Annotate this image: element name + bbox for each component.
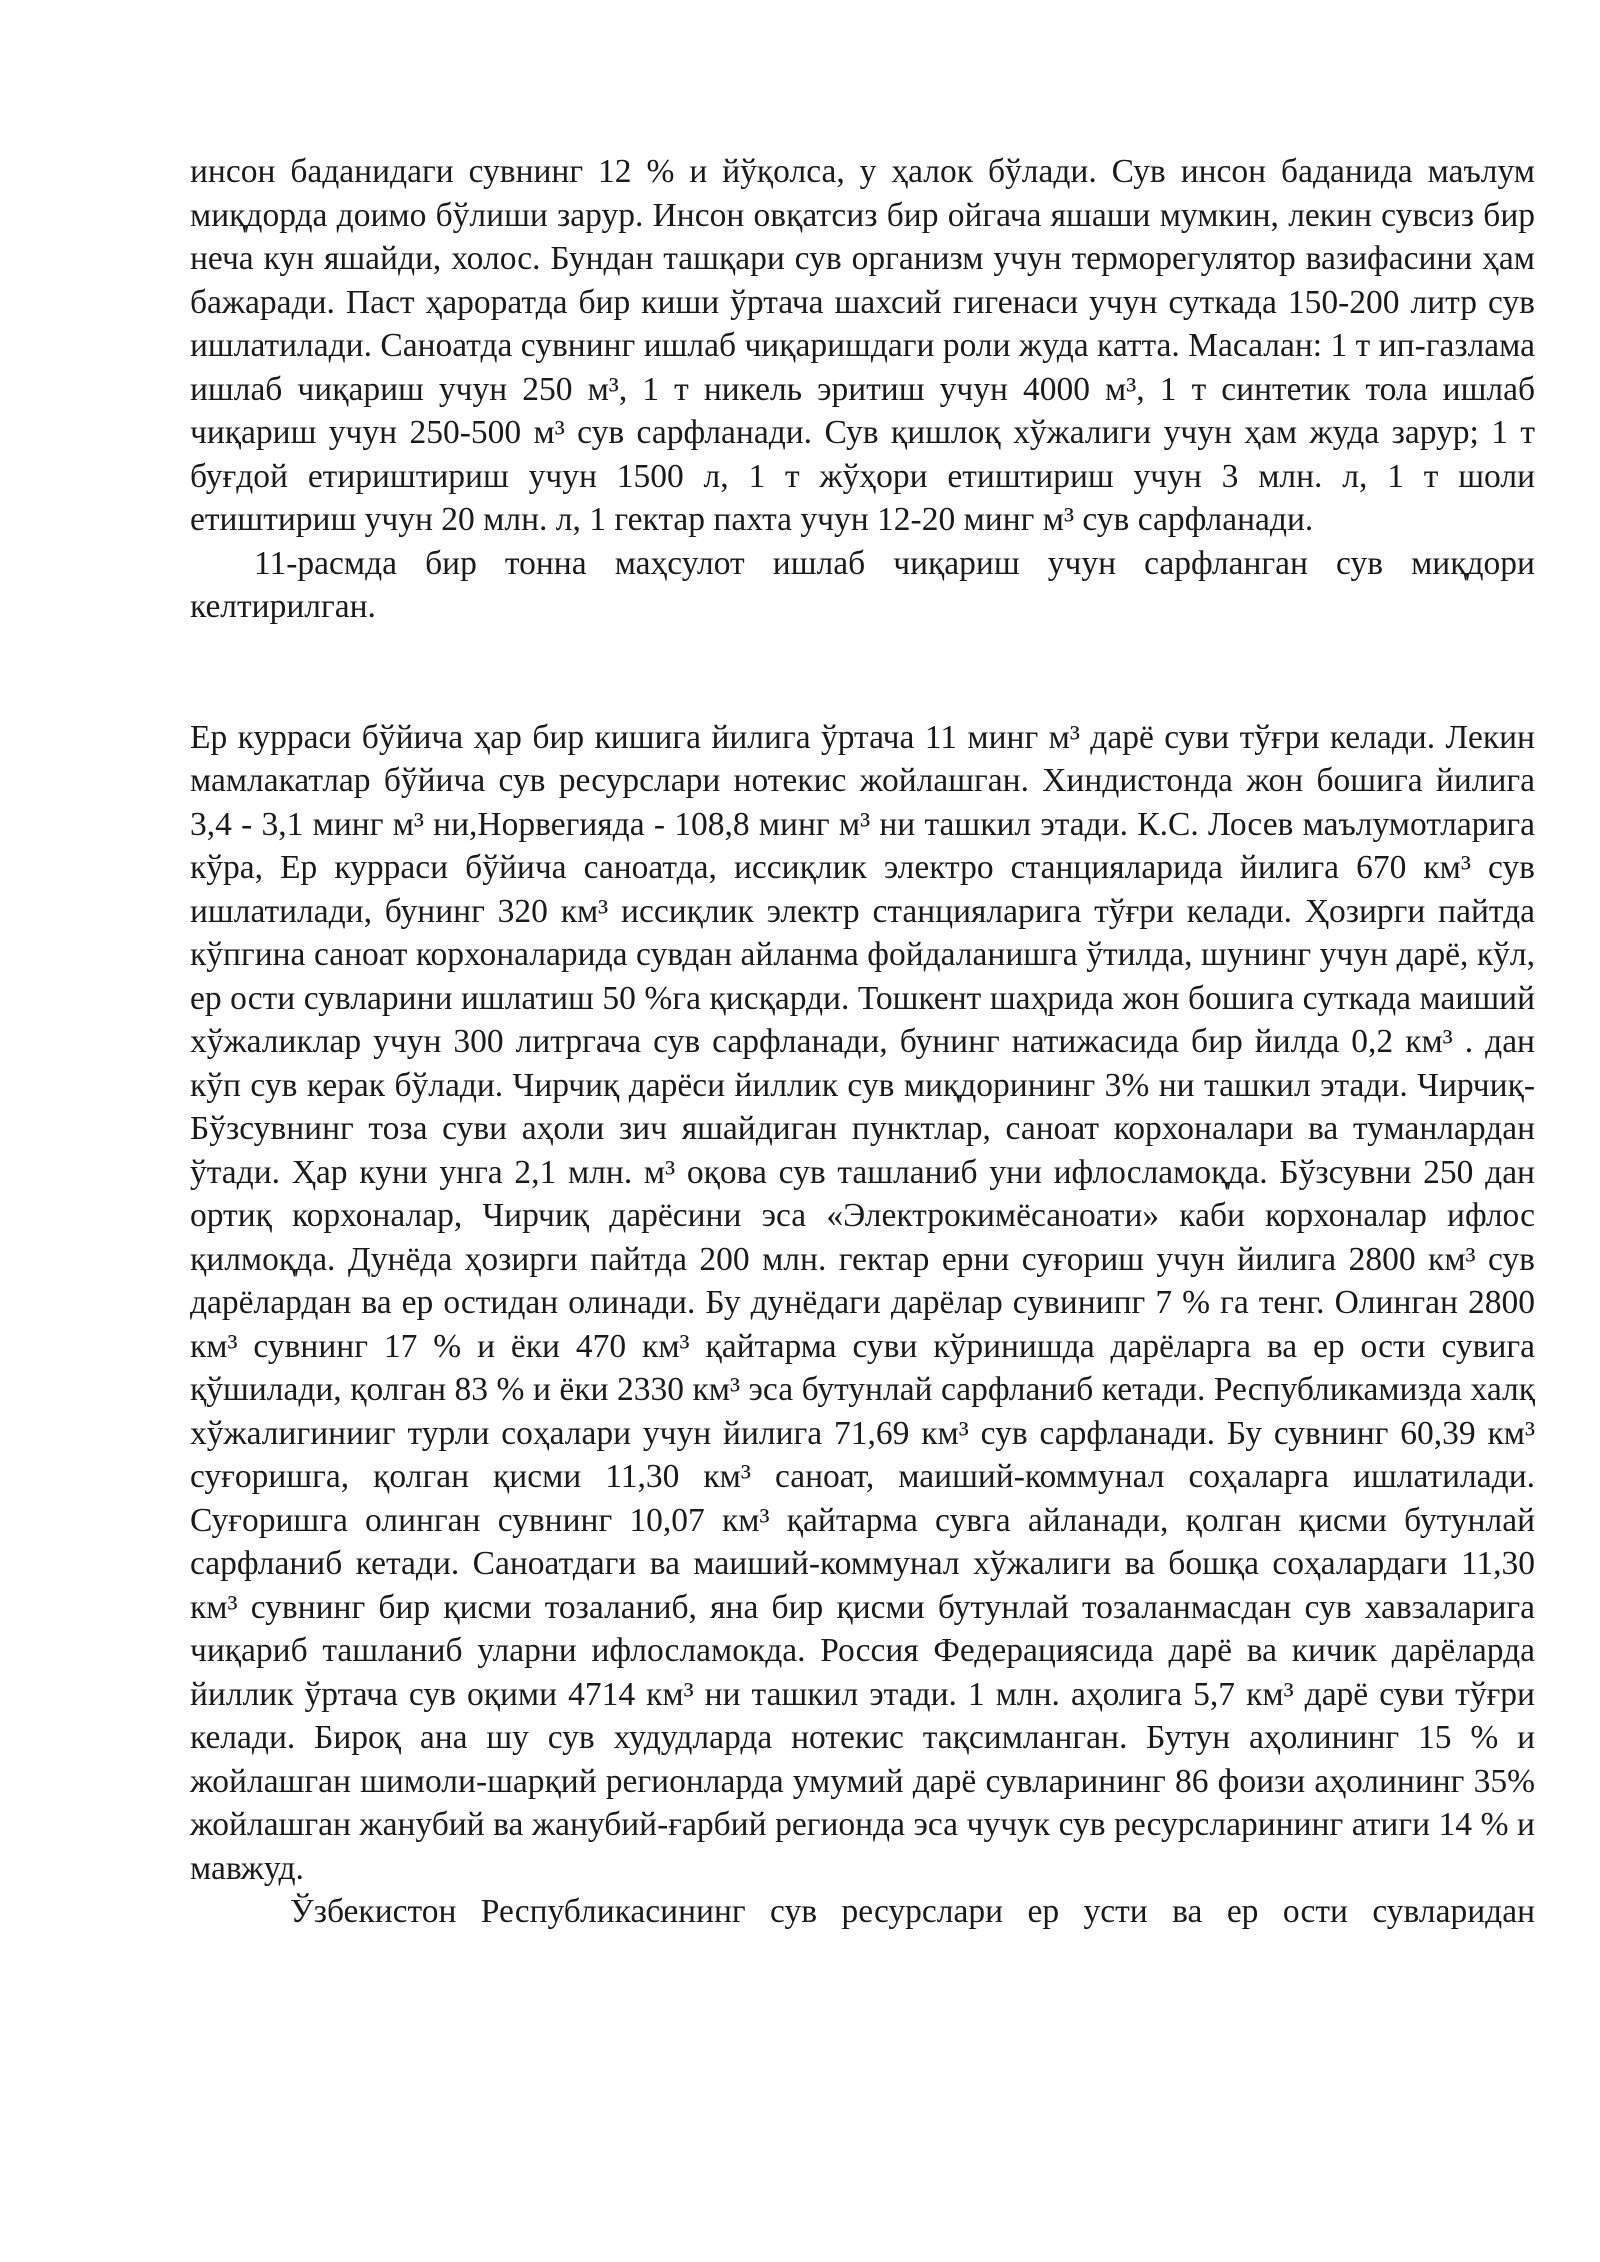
- paragraph-water-usage: инсон баданидаги сувнинг 12 % и йўқолса, у ҳалок бўлади. Сув инсон баданида маълум миқдорда доимо бўлиши зарур. Инсон овқатсиз бир ойгача яшаши мумкин, лекин сувсиз бир неча кун яшайди, холос. Бундан ташқари сув организм учун терморегулятор вазифасини ҳам бажаради. Паст ҳароратда бир киши ўртача шахсий гигенаси учун суткада 150-200 литр сув ишлатилади. Саноатда сувнинг ишлаб чиқаришдаги роли жуда катта. Масалан: 1 т ип-газлама ишлаб чиқариш учун 250 м³, 1 т никель эритиш учун 4000 м³, 1 т синтетик тола ишлаб чиқариш учун 250-500 м³ сув сарфланади. Сув қишлоқ хўжалиги учун ҳам жуда зарур; 1 т буғдой етириштириш учун 1500 л, 1 т жўҳори етиштириш учун 3 млн. л, 1 т шоли етиштириш учун 20 млн. л, 1 гектар пахта учун 12-20 минг м³ сув сарфланади.: [190, 153, 1535, 538]
- paragraph-uzbekistan-water-resources: Ўзбекистон Республикасининг сув ресурслари ер усти ва ер ости сувларидан: [290, 1893, 1535, 1930]
- paragraph-figure-reference: 11-расмда бир тонна маҳсулот ишлаб чиқариш учун сарфланган сув миқдори келтирилган.: [190, 544, 1535, 625]
- paragraph-world-water-resources: Ер курраси бўйича ҳар бир кишига йилига ўртача 11 минг м³ дарё суви тўғри келади. Лекин мамлакатлар бўйича сув ресурслари нотекис жойлашган. Хиндистонда жон бошига йилига 3,4 - 3,1 минг м³ ни,Норвегияда - 108,8 минг м³ ни ташкил этади. К.С. Лосев маълумотларига кўра, Ер курраси бўйича саноатда, иссиқлик электро станцияларида йилига 670 км³ сув ишлатилади, бунинг 320 км³ иссиқлик электр станцияларига тўғри келади. Ҳозирги пайтда кўпгина саноат корхоналарида сувдан айланма фойдаланишга ўтилда, шунинг учун дарё, кўл, ер ости сувларини ишлатиш 50 %га қисқарди. Тошкент шаҳрида жон бошига суткада маиший хўжаликлар учун 300 литргача сув сарфланади, бунинг натижасида бир йилда 0,2 км³ . дан кўп сув керак бўлади. Чирчиқ дарёси йиллик сув миқдорининг 3% ни ташкил этади. Чирчиқ-Бўзсувнинг тоза суви аҳоли зич яшайдиган пунктлар, саноат корхоналари ва туманлардан ўтади. Ҳар куни унга 2,1 млн. м³ оқова сув ташланиб уни ифлосламоқда. Бўзсувни 250 дан ортиқ корхоналар, Чирчиқ дарёсини эса «Электрокимёсаноати» каби корхоналар ифлос қилмоқда. Дунёда ҳозирги пайтда 200 млн. гектар ерни суғориш учун йилига 2800 км³ сув дарёлардан ва ер остидан олинади. Бу дунёдаги дарёлар сувинипг 7 % га тенг. Олинган 2800 км³ сувнинг 17 % и ёки 470 км³ қайтарма суви кўринишда дарёларга ва ер ости сувига қўшилади, қолган 83 % и ёки 2330 км³ эса бутунлай сарфланиб кетади. Республикамизда халқ хўжалигинииг турли соҳалари учун йилига 71,69 км³ сув сарфланади. Бу сувнинг 60,39 км³ суғоришга, қолган қисми 11,30 км³ саноат, маиший-коммунал соҳаларга ишлатилади. Суғоришга олинган сувнинг 10,07 км³ қайтарма сувга айланади, қолган қисми бутунлай сарфланиб кетади. Саноатдаги ва маиший-коммунал хўжалиги ва бошқа соҳалардаги 11,30 км³ сувнинг бир қисми тозаланиб, яна бир қисми бутунлай тозаланмасдан сув хавзаларига чиқариб ташланиб уларни ифлосламокда. Россия Федерациясида дарё ва кичик дарёларда йиллик ўртача сув оқими 4714 км³ ни ташкил этади. 1 млн. аҳолига 5,7 км³ дарё суви тўғри келади. Бироқ ана шу сув худудларда нотекис тақсимланган. Бутун аҳолининг 15 % и жойлашган шимоли-шарқий регионларда умумий дарё сувларининг 86 фоизи аҳолининг 35% жойлашган жанубий ва жанубий-ғарбий регионда эса чучук сув ресурсларининг атиги 14 % и мавжуд.: [190, 718, 1535, 1887]
- document-page: [190, 150, 1535, 1934]
- figure-gap: [190, 629, 1535, 716]
